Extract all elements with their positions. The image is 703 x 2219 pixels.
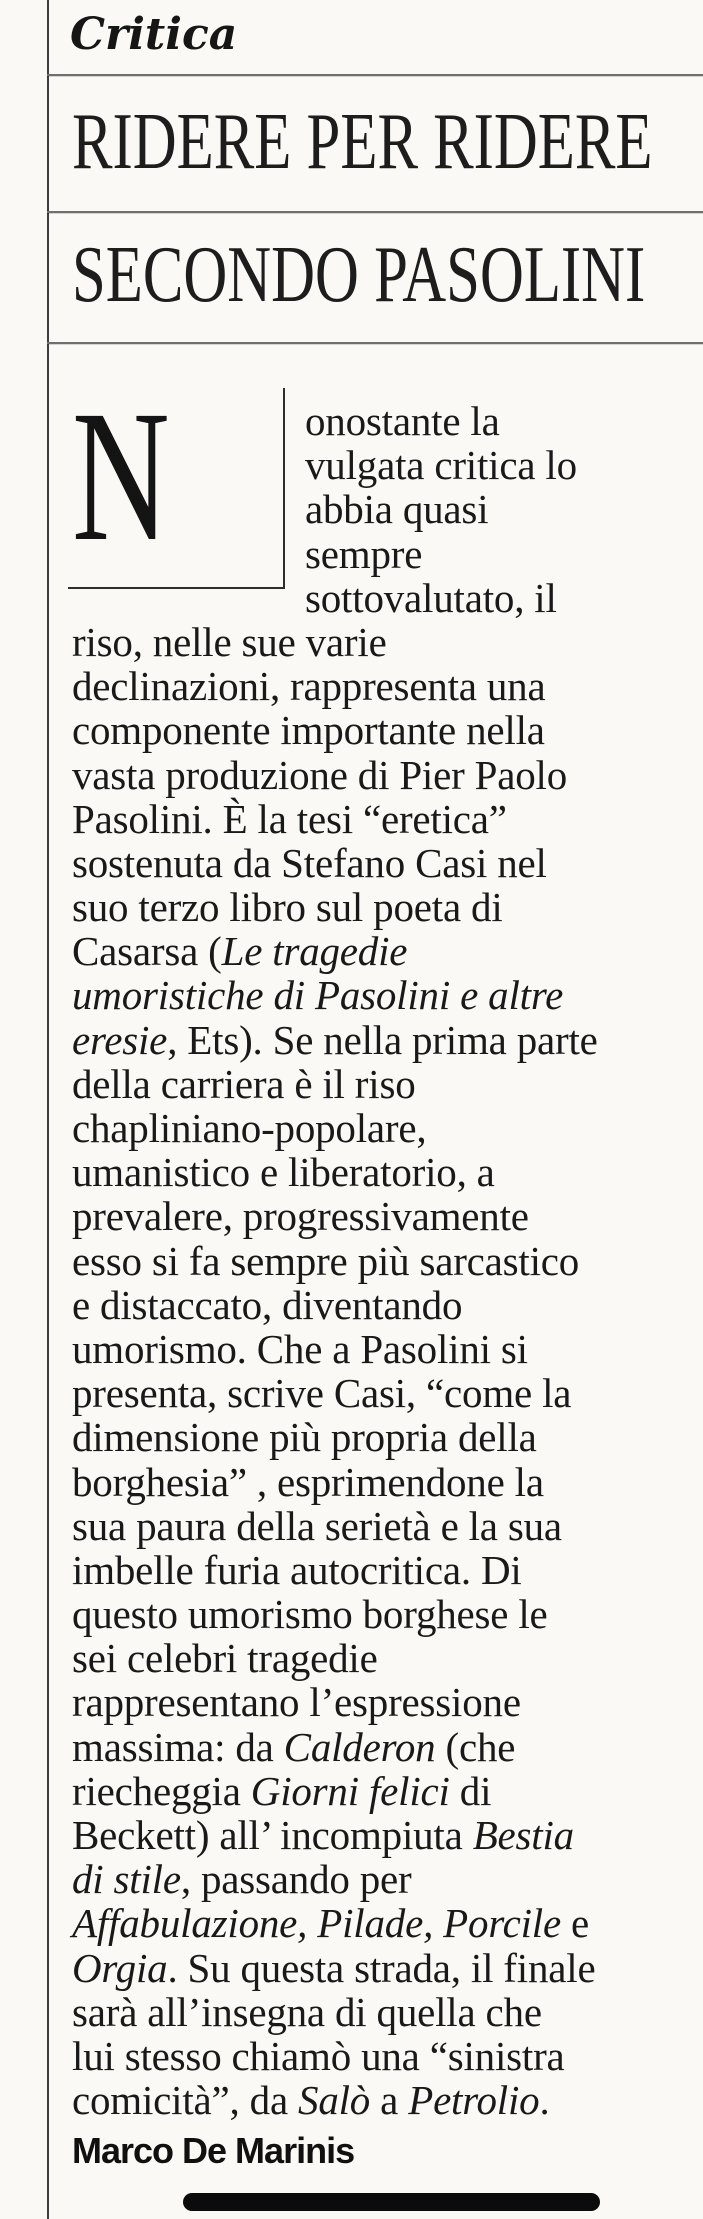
article-line: imbelle furia autocritica. Di bbox=[72, 1546, 522, 1593]
article-line: sottovalutato, il bbox=[305, 574, 557, 621]
article-line: dimensione più propria della bbox=[72, 1414, 537, 1461]
article-line: umorismo. Che a Pasolini si bbox=[72, 1325, 528, 1372]
article-line: umanistico e liberatorio, a bbox=[72, 1149, 495, 1196]
section-kicker: Critica bbox=[70, 9, 238, 60]
dropcap-frame-vertical-rule bbox=[283, 388, 285, 587]
article-line: riso, nelle sue varie bbox=[72, 618, 387, 665]
headline-line-2: SECONDO PASOLINI bbox=[72, 229, 646, 319]
article-line: declinazioni, rappresenta una bbox=[72, 663, 546, 710]
article-line: massima: da Calderon (che bbox=[72, 1723, 516, 1770]
article-line: esso si fa sempre più sarcastico bbox=[72, 1237, 580, 1284]
divider-rule-bottom bbox=[47, 342, 703, 344]
article-line: e distaccato, diventando bbox=[72, 1281, 463, 1328]
article-line: Pasolini. È la tesi “eretica” bbox=[72, 795, 507, 842]
article-line: borghesia” , esprimendone la bbox=[72, 1458, 544, 1505]
article-line: sostenuta da Stefano Casi nel bbox=[72, 839, 547, 886]
author-byline: Marco De Marinis bbox=[72, 2130, 355, 2172]
article-line: chapliniano-popolare, bbox=[72, 1105, 427, 1151]
article-line: riecheggia Giorni felici di bbox=[72, 1767, 492, 1814]
article-line: Affabulazione, Pilade, Porcile e bbox=[72, 1900, 590, 1947]
headline-line-1: RIDERE PER RIDERE bbox=[72, 96, 653, 186]
article-line: suo terzo libro sul poeta di bbox=[72, 884, 503, 931]
article-line: comicità”, da Salò a Petrolio. bbox=[72, 2077, 550, 2124]
left-column-rule bbox=[47, 0, 49, 2219]
article-line: sei celebri tragedie bbox=[72, 1635, 378, 1682]
article-lines bbox=[72, 399, 703, 2122]
article-body bbox=[72, 371, 703, 2173]
article-line: abbia quasi bbox=[305, 486, 489, 533]
dropcap-frame-horizontal-rule bbox=[68, 587, 285, 589]
article-line: lui stesso chiamò una “sinistra bbox=[72, 2032, 565, 2079]
article-line: Beckett) all’ incompiuta Bestia bbox=[72, 1812, 574, 1858]
article-line: componente importante nella bbox=[72, 707, 545, 754]
article-line: Orgia. Su questa strada, il finale bbox=[72, 1944, 596, 1991]
article-line: onostante la bbox=[305, 398, 500, 444]
article-line: eresie, Ets). Se nella prima parte bbox=[72, 1016, 598, 1063]
article-line: vulgata critica lo bbox=[305, 442, 577, 489]
article-line: Casarsa (Le tragedie bbox=[72, 928, 408, 975]
article-line: sua paura della serietà e la sua bbox=[72, 1502, 562, 1549]
article-line: sarà all’insegna di quella che bbox=[72, 1988, 542, 2035]
article-line: prevalere, progressivamente bbox=[72, 1193, 529, 1240]
article-line: di stile, passando per bbox=[72, 1856, 412, 1903]
article-line: della carriera è il riso bbox=[72, 1060, 416, 1107]
article-line: sempre bbox=[305, 530, 423, 577]
article-line: presenta, scrive Casi, “come la bbox=[72, 1370, 572, 1417]
article-line: questo umorismo borghese le bbox=[72, 1591, 548, 1638]
article-line: vasta produzione di Pier Paolo bbox=[72, 751, 568, 798]
article-line: rappresentano l’espressione bbox=[72, 1679, 521, 1726]
dropcap-letter: N bbox=[72, 371, 170, 580]
divider-rule-top bbox=[47, 74, 703, 76]
bottom-marker-bar bbox=[183, 2193, 600, 2211]
article-line: umoristiche di Pasolini e altre bbox=[72, 972, 564, 1019]
divider-rule-middle bbox=[47, 211, 703, 213]
